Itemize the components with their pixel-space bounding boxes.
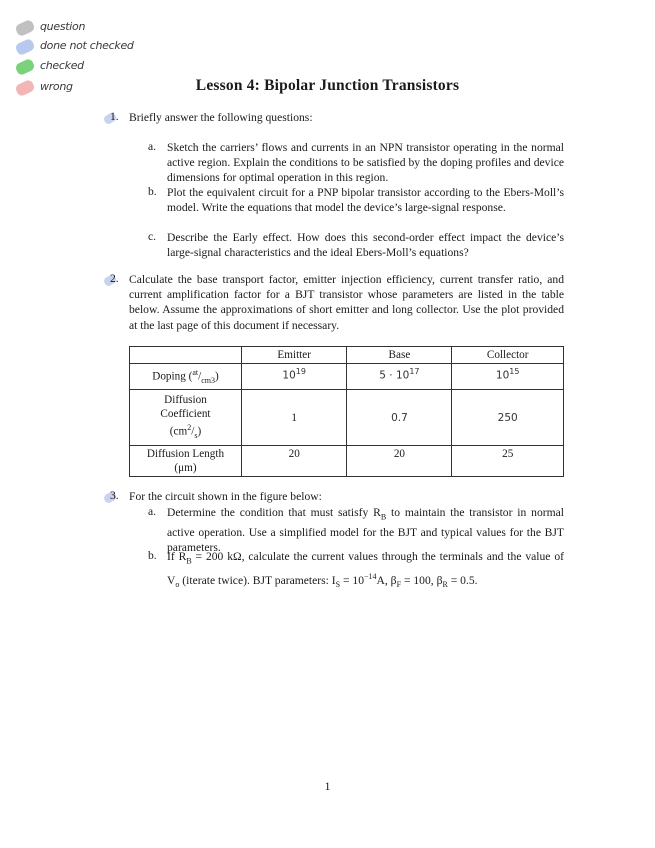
q1-number: 1. bbox=[110, 110, 119, 123]
q3b-letter: b. bbox=[148, 549, 157, 562]
q1c-text: Describe the Early effect. How does this second-order effect impact the device’s large-signal characteristics and the ideal Ebers-Moll’s equations? bbox=[167, 231, 564, 260]
q1b-text: Plot the equivalent circuit for a PNP bipolar transistor according to the Ebers-Moll’s model. Write the equations that model the device’s large-signal response. bbox=[167, 186, 564, 215]
table-header-cell: Collector bbox=[452, 347, 564, 364]
table-header-cell: Emitter bbox=[241, 347, 346, 364]
legend-item-done-not-checked: done not checked bbox=[10, 39, 140, 55]
parameters-table bbox=[129, 346, 564, 477]
page-title: Lesson 4: Bipolar Junction Transistors bbox=[195, 77, 460, 94]
doping-emitter: $10^{19}$ bbox=[241, 364, 346, 390]
doping-collector: $10^{15}$ bbox=[452, 364, 564, 390]
q1a-text: Sketch the carriers’ flows and currents in an NPN transistor operating in the normal active region. Explain the conditions to be satisfied by the doping profiles and device dimensions for optimal operation in this region. bbox=[167, 141, 564, 185]
q3a-letter: a. bbox=[148, 505, 157, 518]
legend-item-question: question bbox=[10, 20, 140, 36]
doping-label: Doping $(^{at}/_{cm3})$ bbox=[130, 364, 242, 390]
table-row-doping bbox=[130, 364, 564, 390]
diffusion-label: Diffusion Coefficient $(cm^2/_s)$ bbox=[130, 390, 242, 446]
q1c-letter: c. bbox=[148, 230, 157, 243]
diffusion-emitter: 1 bbox=[241, 390, 346, 446]
length-emitter: 20 bbox=[241, 446, 346, 477]
length-base: 20 bbox=[347, 446, 452, 477]
table-row-diffusion bbox=[130, 390, 564, 446]
length-collector: 25 bbox=[452, 446, 564, 477]
table-header-cell bbox=[130, 347, 242, 364]
table-header-cell: Base bbox=[347, 347, 452, 364]
diffusion-collector: 250 bbox=[452, 390, 564, 446]
q3-number: 3. bbox=[110, 489, 119, 502]
green-mark-icon bbox=[14, 58, 35, 76]
q1a-letter: a. bbox=[148, 140, 157, 153]
gray-mark-icon bbox=[14, 19, 35, 37]
q2-number: 2. bbox=[110, 272, 119, 285]
table-header-row bbox=[130, 347, 564, 364]
legend-item-checked: checked bbox=[10, 59, 140, 75]
doping-base: $5 \cdot 10^{17}$ bbox=[347, 364, 452, 390]
q1b-letter: b. bbox=[148, 185, 157, 198]
q2-text: Calculate the base transport factor, emitter injection efficiency, current transfer ratio, and current amplification factor for a BJT transistor whose parameters are listed in the table below. Assume the approximations of short emitter and long collector. Use the plot provided at the last page of this document if necessary. bbox=[129, 273, 564, 332]
legend-item-wrong: wrong bbox=[10, 80, 140, 96]
q3a-text: Determine the condition that must satisfy $R_B$ to maintain the transistor in normal active operation. Use a simplified model for the BJT and typical values for the BJT parameters. bbox=[167, 506, 564, 554]
diffusion-base: 0.7 bbox=[347, 390, 452, 446]
table-row-length bbox=[130, 446, 564, 477]
q1-text: Briefly answer the following questions: bbox=[129, 111, 313, 124]
page-number: 1 bbox=[324, 779, 331, 793]
blue-mark-icon bbox=[14, 38, 35, 56]
q3-text: For the circuit shown in the figure below: bbox=[129, 490, 322, 503]
q3b-text: If $R_B = 200$ kΩ, calculate the current values through the terminals and the value of $V_o$ (iterate twice). BJT parameters: $I_S = 10^{-14}A$, $\beta_F = 100$, $\beta_R = 0.5$. bbox=[167, 550, 564, 589]
length-label: Diffusion Length (μm) bbox=[130, 446, 242, 477]
